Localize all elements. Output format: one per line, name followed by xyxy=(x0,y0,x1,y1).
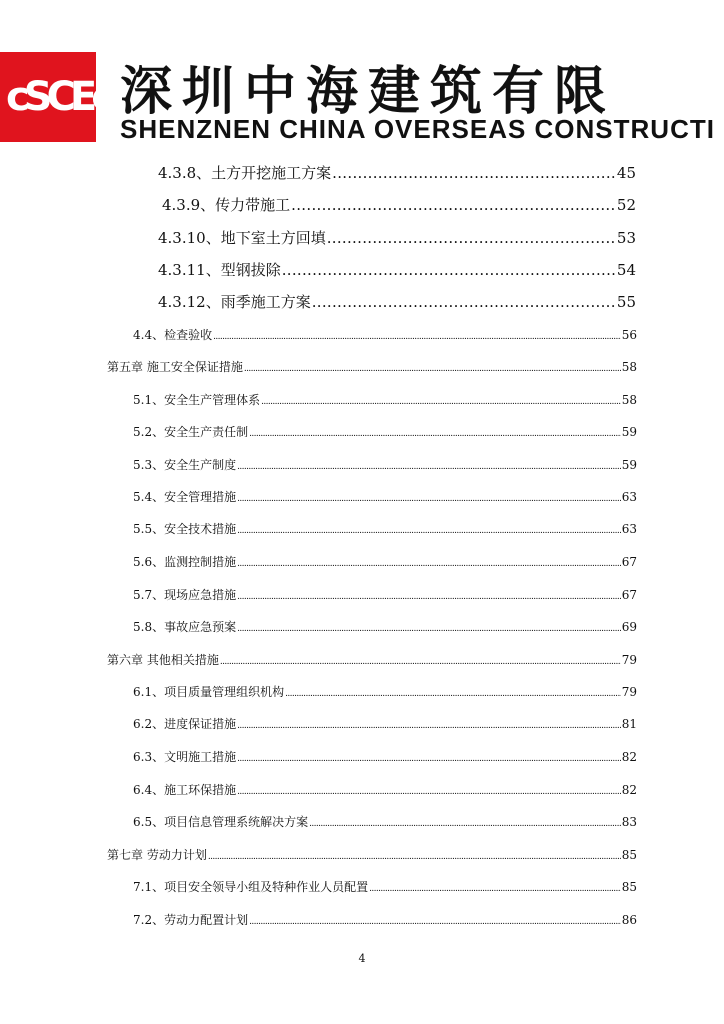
toc-entry-title: 6.4、施工环保措施 xyxy=(133,783,237,797)
toc-entry-title: 4.3.11、型钢拔除 xyxy=(158,261,281,279)
toc-leader-dots xyxy=(237,526,621,536)
toc-leader-dots xyxy=(244,364,621,374)
toc-entry[interactable] xyxy=(133,456,637,473)
toc-entry-page: 56 xyxy=(621,328,637,342)
toc-entry-page: 59 xyxy=(621,425,637,439)
toc-chapter-entry[interactable] xyxy=(107,651,637,668)
toc-entry-page: 83 xyxy=(621,815,637,829)
logo-text: cSCEc xyxy=(6,74,109,120)
toc-entry-page: 69 xyxy=(621,620,637,634)
toc-entry-title: 5.6、监测控制措施 xyxy=(133,555,237,569)
toc-entry-page: 67 xyxy=(621,588,637,602)
toc-leader-dots xyxy=(237,624,621,634)
toc-entry-title: 5.5、安全技术措施 xyxy=(133,522,237,536)
toc-entry[interactable] xyxy=(133,813,637,830)
company-name-english: SHENZNEN CHINA OVERSEAS CONSTRUCTI xyxy=(120,114,715,144)
toc-entry-page: 54 xyxy=(616,261,636,279)
toc-entry-title: 5.7、现场应急措施 xyxy=(133,588,237,602)
toc-entry-page: 63 xyxy=(621,490,637,504)
toc-entry-page: 82 xyxy=(621,783,637,797)
company-name-chinese: 深圳中海建筑有限 xyxy=(120,62,617,122)
toc-chapter-entry[interactable] xyxy=(107,846,637,863)
toc-leader-dots xyxy=(237,592,621,602)
toc-entry-page: 59 xyxy=(621,458,637,472)
toc-entry-title: 5.2、安全生产责任制 xyxy=(133,425,249,439)
toc-leader-dots xyxy=(312,293,616,311)
toc-entry-page: 67 xyxy=(621,555,637,569)
toc-leader-dots xyxy=(332,164,616,182)
toc-entry-title: 5.8、事故应急预案 xyxy=(133,620,237,634)
toc-entry[interactable] xyxy=(162,194,636,215)
toc-entry-page: 53 xyxy=(616,229,636,247)
toc-leader-dots xyxy=(213,332,621,342)
toc-entry[interactable] xyxy=(133,748,637,765)
toc-leader-dots xyxy=(237,721,621,731)
toc-entry-title: 4.4、检查验收 xyxy=(133,328,213,342)
toc-entry-page: 85 xyxy=(621,848,637,862)
toc-entry-title: 7.1、项目安全领导小组及特种作业人员配置 xyxy=(133,880,369,894)
toc-entry-page: 45 xyxy=(616,164,636,182)
toc-entry-title: 第五章 施工安全保证措施 xyxy=(107,360,243,374)
toc-entry-title: 5.1、安全生产管理体系 xyxy=(133,393,261,407)
toc-entry-page: 58 xyxy=(621,393,637,407)
toc-leader-dots xyxy=(237,462,621,472)
toc-entry-title: 5.3、安全生产制度 xyxy=(133,458,237,472)
toc-entry-title: 4.3.8、土方开挖施工方案 xyxy=(158,164,332,182)
toc-entry-page: 85 xyxy=(621,880,637,894)
toc-entry-title: 4.3.9、传力带施工 xyxy=(162,196,291,214)
toc-entry[interactable] xyxy=(133,520,637,537)
toc-leader-dots xyxy=(285,689,621,699)
toc-entry-page: 63 xyxy=(621,522,637,536)
toc-entry[interactable] xyxy=(133,618,637,635)
toc-entry-page: 86 xyxy=(621,913,637,927)
toc-leader-dots xyxy=(249,429,621,439)
toc-entry[interactable] xyxy=(133,553,637,570)
toc-entry[interactable] xyxy=(133,715,637,732)
toc-leader-dots xyxy=(237,754,621,764)
toc-entry[interactable] xyxy=(133,683,637,700)
toc-entry-page: 81 xyxy=(621,717,637,731)
toc-leader-dots xyxy=(237,559,621,569)
toc-entry-title: 5.4、安全管理措施 xyxy=(133,490,237,504)
toc-entry[interactable] xyxy=(133,488,637,505)
toc-leader-dots xyxy=(208,852,621,862)
toc-entry[interactable] xyxy=(158,227,636,248)
toc-entry[interactable] xyxy=(133,391,637,408)
toc-leader-dots xyxy=(220,657,621,667)
toc-leader-dots xyxy=(291,196,616,214)
toc-entry-page: 58 xyxy=(621,360,637,374)
toc-leader-dots xyxy=(327,229,616,247)
toc-leader-dots xyxy=(369,884,621,894)
toc-entry[interactable] xyxy=(133,423,637,440)
toc-entry-page: 52 xyxy=(616,196,636,214)
toc-leader-dots xyxy=(237,494,621,504)
toc-entry-title: 6.2、进度保证措施 xyxy=(133,717,237,731)
page-number: 4 xyxy=(358,952,366,965)
toc-entry-page: 55 xyxy=(616,293,636,311)
toc-entry[interactable] xyxy=(133,878,637,895)
toc-leader-dots xyxy=(309,819,621,829)
toc-leader-dots xyxy=(237,787,621,797)
toc-entry-page: 79 xyxy=(621,685,637,699)
toc-entry[interactable] xyxy=(158,291,636,312)
toc-entry[interactable] xyxy=(133,586,637,603)
toc-leader-dots xyxy=(282,261,616,279)
toc-entry-title: 4.3.10、地下室土方回填 xyxy=(158,229,326,247)
toc-entry-title: 6.5、项目信息管理系统解决方案 xyxy=(133,815,309,829)
toc-entry[interactable] xyxy=(133,326,637,343)
toc-entry[interactable] xyxy=(133,911,637,928)
toc-entry-title: 第六章 其他相关措施 xyxy=(107,653,219,667)
toc-entry-title: 6.3、文明施工措施 xyxy=(133,750,237,764)
toc-entry-page: 79 xyxy=(621,653,637,667)
toc-entry[interactable] xyxy=(133,781,637,798)
toc-entry-title: 第七章 劳动力计划 xyxy=(107,848,207,862)
toc-leader-dots xyxy=(249,917,621,927)
toc-chapter-entry[interactable] xyxy=(107,358,637,375)
toc-entry-title: 6.1、项目质量管理组织机构 xyxy=(133,685,285,699)
toc-entry-title: 4.3.12、雨季施工方案 xyxy=(158,293,311,311)
toc-entry-page: 82 xyxy=(621,750,637,764)
toc-leader-dots xyxy=(261,397,621,407)
toc-entry[interactable] xyxy=(158,259,636,280)
toc-entry[interactable] xyxy=(158,162,636,183)
toc-entry-title: 7.2、劳动力配置计划 xyxy=(133,913,249,927)
